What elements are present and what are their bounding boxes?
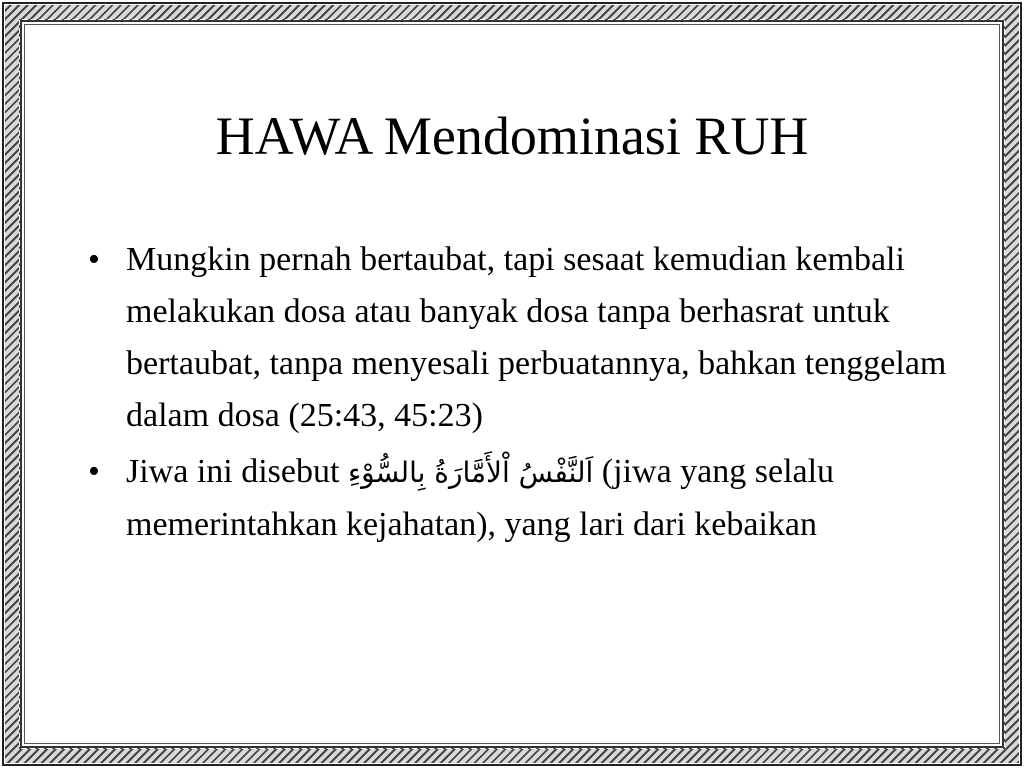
bullet-text-before: Jiwa ini disebut [126, 453, 348, 490]
arabic-phrase: اَلنَّفْسُ اْلأَمَّارَةُ بِالسُّوْءِ [347, 456, 594, 489]
bullet-item-1 [88, 234, 968, 442]
bullet-list [88, 234, 968, 555]
bullet-marker: • [88, 453, 100, 490]
slide-title: HAWA Mendominasi RUH [215, 106, 809, 166]
bullet-text-after: (jiwa yang selalu memerintahkan kejahatan), yang lari dari kebaikan [126, 453, 835, 543]
bullet-item-2 [88, 446, 968, 551]
bullet-marker: • [88, 241, 100, 278]
bullet-text: Mungkin pernah bertaubat, tapi sesaat kemudian kembali melakukan dosa atau banyak dosa tanpa berhasrat untuk bertaubat, tanpa menyesali perbuatannya, bahkan tenggelam dalam dosa (25:43, 45:23) [126, 241, 947, 434]
